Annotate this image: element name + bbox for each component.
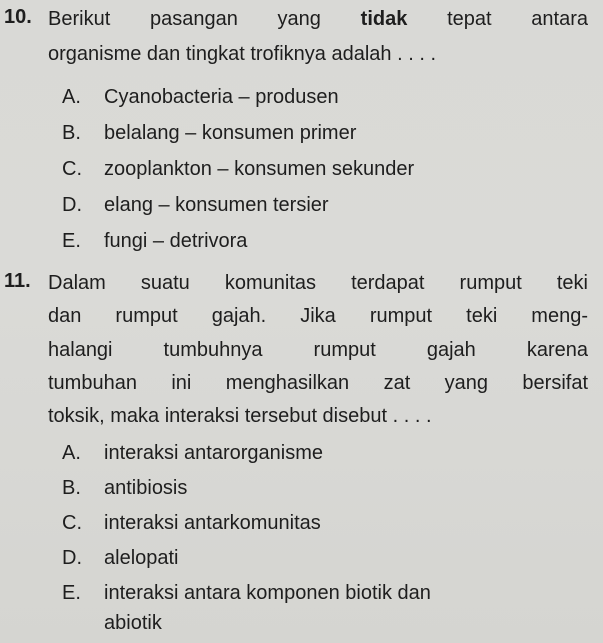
option-text: Cyanobacteria – produsen	[104, 86, 339, 108]
option-text: interaksi antarorganisme	[104, 442, 323, 464]
option-text: interaksi antara komponen biotik dan	[104, 582, 431, 604]
option-letter: D.	[62, 547, 82, 569]
emphasis-word: tidak	[360, 8, 408, 30]
option-letter: A.	[62, 86, 81, 108]
option-letter: E.	[62, 230, 81, 252]
question-text: tepat antara	[407, 8, 588, 30]
option-a[interactable]	[62, 84, 339, 110]
option-c[interactable]	[62, 156, 414, 182]
question-number: 10.	[4, 6, 32, 28]
question-text-line: tumbuhan ini menghasilkan zat yang bersifat	[48, 372, 588, 394]
option-letter: A.	[62, 442, 81, 464]
question-number: 11.	[4, 270, 31, 292]
question-text: Berikut pasangan yang	[48, 8, 361, 30]
option-text: zooplankton – konsumen sekunder	[104, 158, 415, 180]
question-text-line: toksik, maka interaksi tersebut disebut . . . .	[48, 405, 432, 427]
option-text: alelopati	[104, 547, 179, 569]
option-text-continuation: abiotik	[104, 612, 162, 634]
option-e[interactable]	[62, 580, 431, 606]
option-a[interactable]	[62, 440, 323, 466]
question-text-line: Dalam suatu komunitas terdapat rumput teki	[48, 272, 588, 294]
option-e[interactable]	[62, 228, 247, 254]
option-d[interactable]	[62, 192, 329, 218]
option-text: antibiosis	[104, 477, 188, 499]
option-letter: B.	[62, 122, 81, 144]
question-text-line: dan rumput gajah. Jika rumput teki meng-	[48, 305, 588, 327]
option-c[interactable]	[62, 510, 321, 536]
option-letter: D.	[62, 194, 82, 216]
option-letter: E.	[62, 582, 81, 604]
option-b[interactable]	[62, 475, 187, 501]
option-letter: C.	[62, 512, 82, 534]
question-text-line: organisme dan tingkat trofiknya adalah . . . .	[48, 43, 436, 65]
question-text-line	[48, 6, 588, 32]
option-d[interactable]	[62, 545, 179, 571]
option-text: interaksi antarkomunitas	[104, 512, 321, 534]
option-letter: C.	[62, 158, 82, 180]
option-text: elang – konsumen tersier	[104, 194, 329, 216]
question-text-line: halangi tumbuhnya rumput gajah karena	[48, 339, 588, 361]
option-text: belalang – konsumen primer	[104, 122, 357, 144]
option-letter: B.	[62, 477, 81, 499]
option-b[interactable]	[62, 120, 356, 146]
option-text: fungi – detrivora	[104, 230, 248, 252]
